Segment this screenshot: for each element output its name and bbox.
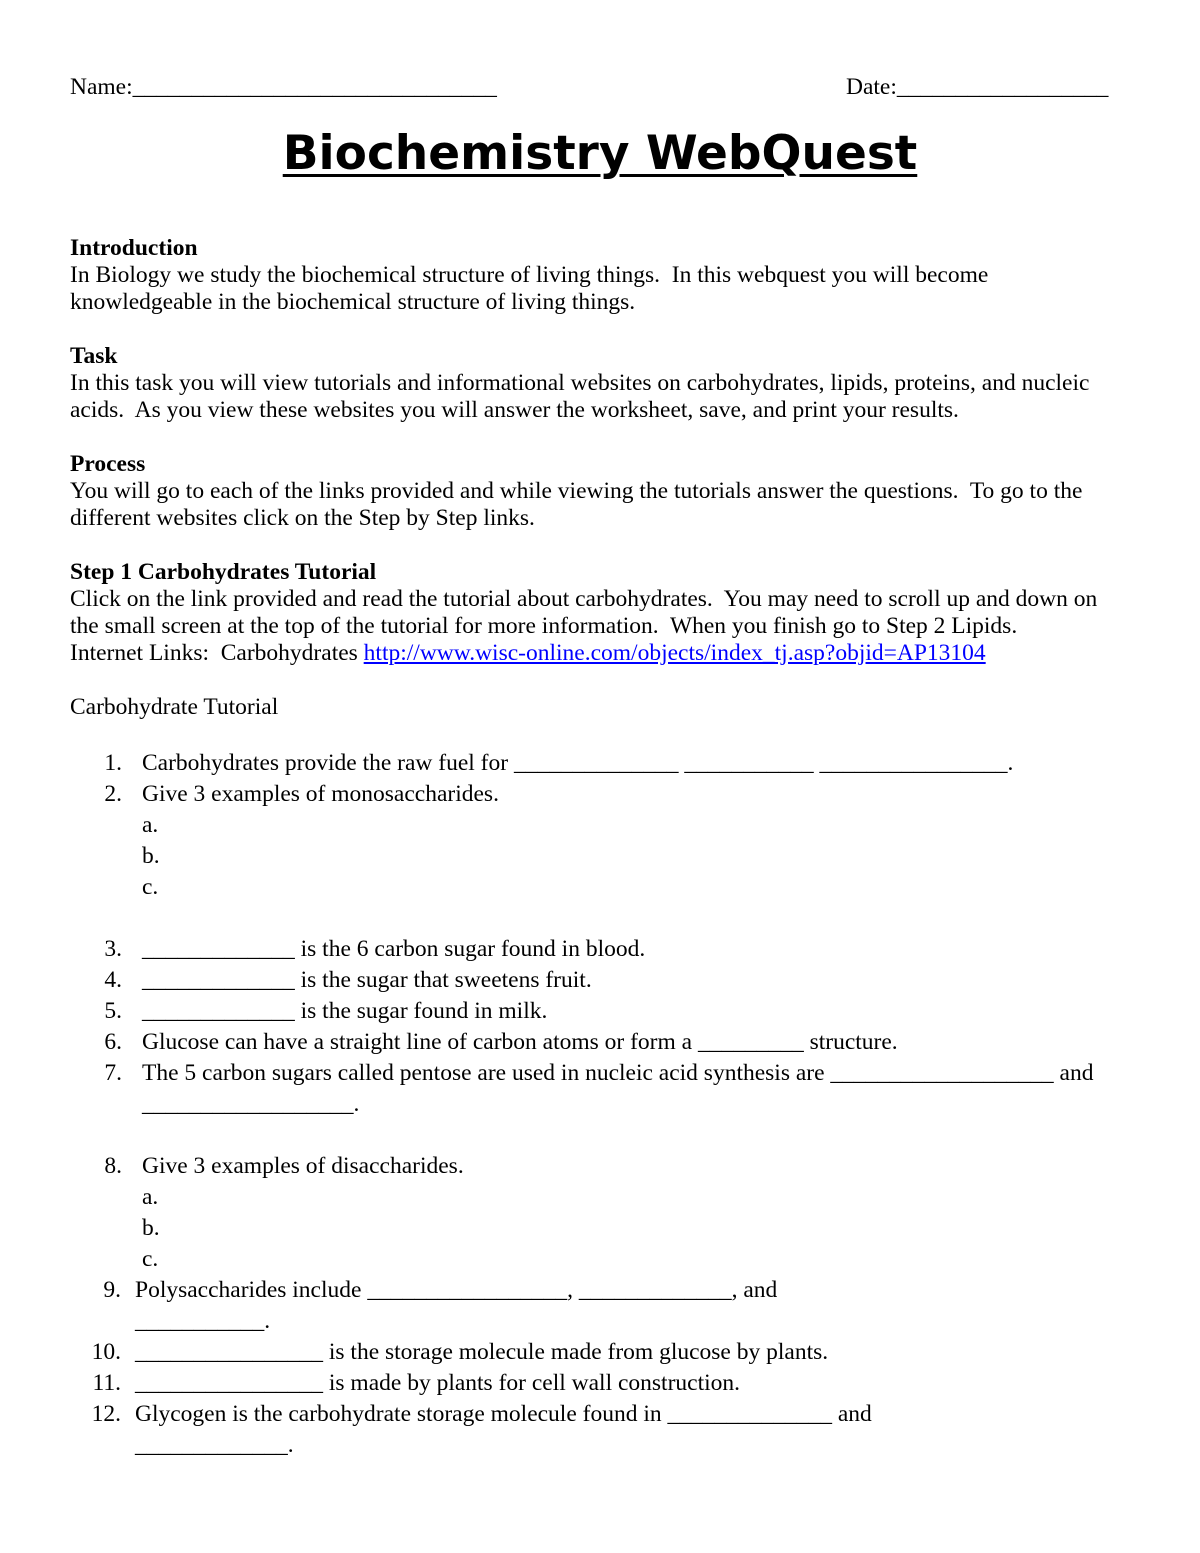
question-12 bbox=[0, 1399, 1200, 1430]
question-text: _____________ is the 6 carbon sugar found in blood. bbox=[142, 936, 646, 962]
answer-option-label: a. bbox=[142, 812, 159, 838]
question-number: 5. bbox=[104, 998, 122, 1024]
introduction-text-line: knowledgeable in the biochemical structure of living things. bbox=[70, 289, 636, 315]
answer-option bbox=[0, 1213, 1200, 1244]
instructions bbox=[70, 235, 1150, 721]
question-number: 2. bbox=[104, 781, 122, 807]
question-number: 11. bbox=[92, 1370, 121, 1396]
step1-text-line: Click on the link provided and read the tutorial about carbohydrates. You may need to scroll up and down on bbox=[70, 586, 1098, 612]
answer-option bbox=[0, 841, 1200, 872]
tutorial-heading: Carbohydrate Tutorial bbox=[70, 694, 279, 720]
date-field bbox=[846, 74, 1108, 101]
question-text: Carbohydrates provide the raw fuel for ______________ ___________ ________________. bbox=[142, 750, 1014, 776]
name-blank: _______________________________ bbox=[132, 74, 497, 100]
question-6 bbox=[0, 1027, 1200, 1058]
question-text: Glucose can have a straight line of carbon atoms or form a _________ structure. bbox=[142, 1029, 898, 1055]
answer-option-label: b. bbox=[142, 843, 160, 869]
question-text: Give 3 examples of disaccharides. bbox=[142, 1153, 464, 1179]
question-number: 1. bbox=[104, 750, 122, 776]
question-text-continuation: ___________. bbox=[135, 1308, 271, 1334]
blank-line bbox=[70, 532, 1150, 559]
introduction-text-line: In Biology we study the biochemical structure of living things. In this webquest you will become bbox=[70, 262, 989, 288]
date-blank: __________________ bbox=[896, 74, 1109, 100]
question-text: ________________ is made by plants for cell wall construction. bbox=[135, 1370, 741, 1396]
task-heading: Task bbox=[70, 343, 118, 369]
blank-line bbox=[0, 903, 1200, 934]
step1-text-line: the small screen at the top of the tutorial for more information. When you finish go to Step 2 Lipids. bbox=[70, 613, 1018, 639]
internet-links-label: Internet Links: Carbohydrates bbox=[70, 640, 364, 666]
task-text-line: acids. As you view these websites you will answer the worksheet, save, and print your results. bbox=[70, 397, 959, 423]
question-11 bbox=[0, 1368, 1200, 1399]
question-number: 12. bbox=[91, 1401, 121, 1427]
question-continuation bbox=[0, 1089, 1200, 1120]
question-number: 3. bbox=[104, 936, 122, 962]
step1-heading: Step 1 Carbohydrates Tutorial bbox=[70, 559, 377, 585]
question-text: The 5 carbon sugars called pentose are used in nucleic acid synthesis are ___________________ and bbox=[142, 1060, 1094, 1086]
question-number: 6. bbox=[104, 1029, 122, 1055]
blank-line bbox=[0, 1120, 1200, 1151]
answer-option-label: c. bbox=[142, 1246, 159, 1272]
question-number: 9. bbox=[103, 1277, 121, 1303]
blank-line bbox=[70, 424, 1150, 451]
name-date-row bbox=[0, 74, 1200, 101]
question-text: Glycogen is the carbohydrate storage molecule found in ______________ and bbox=[135, 1401, 872, 1427]
answer-option bbox=[0, 810, 1200, 841]
question-list bbox=[0, 748, 1200, 1461]
carbohydrates-tutorial-link[interactable]: http://www.wisc-online.com/objects/index_tj.asp?objid=AP13104 bbox=[363, 640, 986, 666]
answer-option-label: b. bbox=[142, 1215, 160, 1241]
process-text-line: You will go to each of the links provided and while viewing the tutorials answer the questions. To go to the bbox=[70, 478, 1083, 504]
question-text-continuation: _____________. bbox=[135, 1432, 294, 1458]
date-label: Date: bbox=[846, 74, 897, 100]
question-continuation bbox=[0, 1306, 1200, 1337]
question-text: _____________ is the sugar found in milk. bbox=[142, 998, 548, 1024]
question-1 bbox=[0, 748, 1200, 779]
name-field bbox=[70, 74, 497, 101]
question-text: _____________ is the sugar that sweetens fruit. bbox=[142, 967, 592, 993]
question-5 bbox=[0, 996, 1200, 1027]
question-9 bbox=[0, 1275, 1200, 1306]
question-text-continuation: __________________. bbox=[142, 1091, 360, 1117]
question-number: 10. bbox=[91, 1339, 121, 1365]
question-text: Give 3 examples of monosaccharides. bbox=[142, 781, 499, 807]
introduction-heading: Introduction bbox=[70, 235, 198, 261]
answer-option bbox=[0, 1244, 1200, 1275]
question-number: 8. bbox=[104, 1153, 122, 1179]
answer-option-label: a. bbox=[142, 1184, 159, 1210]
name-label: Name: bbox=[70, 74, 133, 100]
process-heading: Process bbox=[70, 451, 146, 477]
question-3 bbox=[0, 934, 1200, 965]
page-title-text: Biochemistry WebQuest bbox=[282, 126, 918, 181]
answer-option-label: c. bbox=[142, 874, 159, 900]
question-8 bbox=[0, 1151, 1200, 1182]
task-text-line: In this task you will view tutorials and informational websites on carbohydrates, lipids, proteins, and nucleic bbox=[70, 370, 1090, 396]
question-7 bbox=[0, 1058, 1200, 1089]
question-text: ________________ is the storage molecule made from glucose by plants. bbox=[135, 1339, 829, 1365]
internet-links-line bbox=[70, 640, 1150, 667]
answer-option bbox=[0, 872, 1200, 903]
question-2 bbox=[0, 779, 1200, 810]
blank-line bbox=[70, 667, 1150, 694]
process-text-line: different websites click on the Step by Step links. bbox=[70, 505, 535, 531]
question-4 bbox=[0, 965, 1200, 996]
blank-line bbox=[70, 316, 1150, 343]
question-number: 7. bbox=[104, 1060, 122, 1086]
answer-option bbox=[0, 1182, 1200, 1213]
question-continuation bbox=[0, 1430, 1200, 1461]
question-10 bbox=[0, 1337, 1200, 1368]
page-title bbox=[0, 126, 1200, 182]
question-text: Polysaccharides include _________________, _____________, and bbox=[135, 1277, 778, 1303]
question-number: 4. bbox=[104, 967, 122, 993]
